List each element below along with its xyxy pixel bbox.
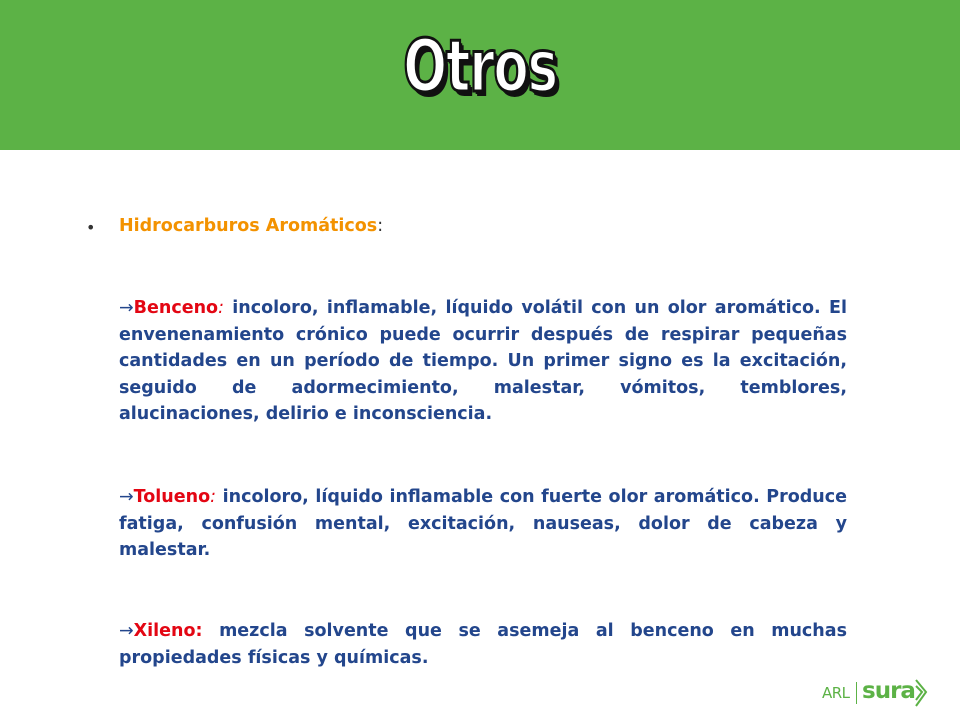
bullet-icon: • [86,218,96,237]
item-text: incoloro, líquido inflamable con fuerte olor aromático. Produce fatiga, confusión mental, excitación, nauseas, dolor de cabeza y malestar. [119,487,847,560]
sura-leaf-icon [914,678,928,708]
section-heading [119,216,383,236]
item-tolueno [119,484,847,564]
item-text: mezcla solvente que se asemeja al benceno en muchas propiedades físicas y químicas. [119,621,847,668]
item-text: incoloro, inflamable, líquido volátil con un olor aromático. El envenenamiento crónico puede ocurrir después de respirar pequeñas cantidades en un período de tiempo. Un primer signo es la excitación, seguido de adormecimiento, malestar, vómitos, temblores, alucinaciones, delirio e inconsciencia. [119,298,847,424]
arrow-icon: → [119,621,134,641]
page-title: Otros [403,24,557,108]
item-sep: : [218,298,224,318]
item-term: Benceno [133,298,219,318]
arrow-icon: → [119,298,134,318]
section-heading-colon: : [377,216,384,236]
arl-sura-logo [822,676,932,710]
item-benceno [119,295,847,428]
logo-divider [856,682,857,704]
item-term: Tolueno [133,487,211,507]
logo-arl-text: ARL [822,684,850,702]
logo-brand-text: sura [862,678,915,704]
item-xileno [119,618,847,671]
arrow-icon: → [119,487,134,507]
item-sep: : [195,621,203,641]
item-sep: : [210,487,217,507]
section-heading-text: Hidrocarburos Aromáticos [119,216,378,236]
item-term: Xileno [133,621,196,641]
